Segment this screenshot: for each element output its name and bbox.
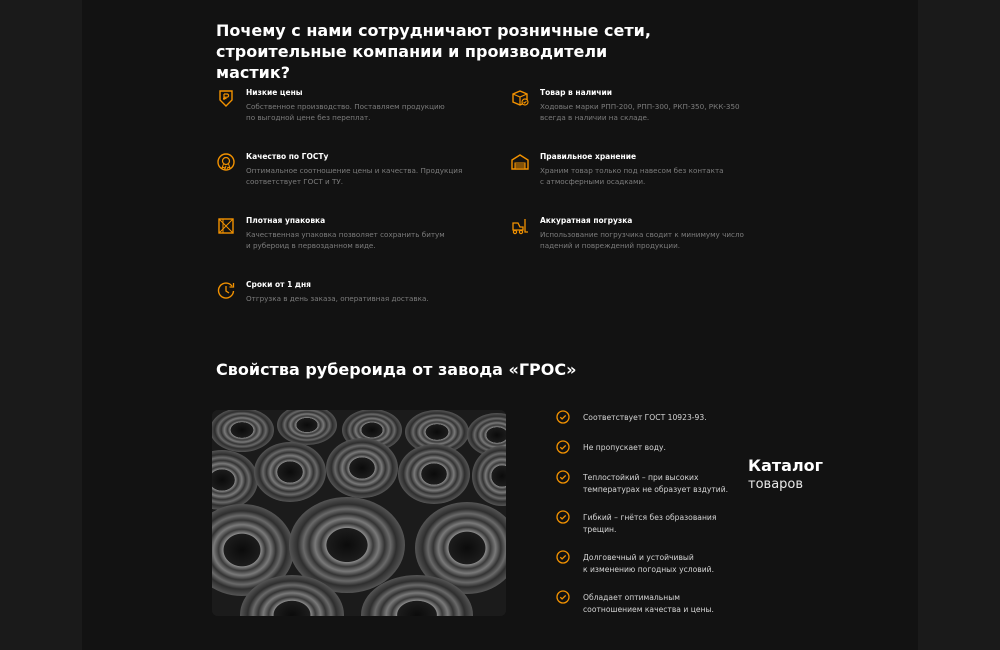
- property-text-line: трещин.: [583, 525, 617, 534]
- feature-desc-line: и рубероид в первозданном виде.: [246, 241, 376, 250]
- package-icon: [216, 216, 236, 236]
- feature-desc-line: соответствует ГОСТ и ТУ.: [246, 177, 344, 186]
- property-text-line: Не пропускает воду.: [583, 443, 666, 452]
- price-tag-icon: [216, 88, 236, 108]
- property-text: [583, 512, 743, 536]
- why-us-heading-line2: строительные компании и производители мастик?: [216, 42, 608, 82]
- feature-desc: [540, 101, 770, 123]
- feature-desc-line: по выгодной цене без переплат.: [246, 113, 371, 122]
- property-text: [583, 442, 743, 454]
- catalog-link[interactable]: [748, 456, 823, 493]
- property-text-line: Соответствует ГОСТ 10923-93.: [583, 413, 707, 422]
- feature-desc-line: Храним товар только под навесом без контакта: [540, 166, 724, 175]
- property-text: [583, 592, 743, 616]
- property-text: [583, 472, 743, 496]
- feature-desc: [540, 165, 770, 187]
- rolls-image: [212, 410, 506, 616]
- feature-desc: [540, 229, 770, 251]
- warehouse-icon: [510, 152, 530, 172]
- property-text: [583, 412, 743, 424]
- forklift-icon: [510, 216, 530, 236]
- property-text-line: Гибкий – гнётся без образования: [583, 513, 717, 522]
- why-us-heading: [216, 20, 676, 83]
- page-margin-right: [918, 0, 1000, 650]
- feature-desc-line: Качественная упаковка позволяет сохранить битум: [246, 230, 445, 239]
- feature-desc: [246, 293, 476, 304]
- feature-title: Товар в наличии: [540, 88, 613, 97]
- feature-desc: [246, 165, 476, 187]
- feature-desc-line: падений и повреждений продукции.: [540, 241, 681, 250]
- feature-desc-line: с атмосферными осадками.: [540, 177, 646, 186]
- feature-title: Низкие цены: [246, 88, 303, 97]
- feature-desc: [246, 101, 476, 123]
- check-circle-icon: [556, 470, 570, 484]
- catalog-link-subtitle: товаров: [748, 477, 804, 492]
- property-text: [583, 552, 743, 576]
- feature-desc-line: Отгрузка в день заказа, оперативная доставка.: [246, 294, 429, 303]
- feature-title: Плотная упаковка: [246, 216, 326, 225]
- page-margin-left: [0, 0, 82, 650]
- feature-desc: [246, 229, 476, 251]
- quality-badge-icon: [216, 152, 236, 172]
- property-text-line: соотношением качества и цены.: [583, 605, 714, 614]
- check-circle-icon: [556, 440, 570, 454]
- property-text-line: Теплостойкий – при высоких: [583, 473, 699, 482]
- feature-desc-line: Ходовые марки РПП-200, РПП-300, РКП-350, РКК-350: [540, 102, 740, 111]
- feature-title: Сроки от 1 дня: [246, 280, 311, 289]
- why-us-heading-line1: Почему с нами сотрудничают розничные сети,: [216, 21, 651, 40]
- catalog-link-title: Каталог: [748, 456, 824, 475]
- clock-icon: [216, 280, 236, 300]
- properties-heading: Свойства рубероида от завода «ГРОС»: [216, 360, 577, 379]
- box-stock-icon: [510, 88, 530, 108]
- ruberoid-rolls-photo: [212, 410, 506, 616]
- feature-title: Аккуратная погрузка: [540, 216, 633, 225]
- feature-title: Правильное хранение: [540, 152, 637, 161]
- feature-desc-line: Использование погрузчика сводит к минимуму число: [540, 230, 744, 239]
- feature-desc-line: Собственное производство. Поставляем продукцию: [246, 102, 445, 111]
- property-text-line: Обладает оптимальным: [583, 593, 680, 602]
- property-text-line: к изменению погодных условий.: [583, 565, 715, 574]
- check-circle-icon: [556, 410, 570, 424]
- check-circle-icon: [556, 550, 570, 564]
- property-text-line: температурах не образует вздутий.: [583, 485, 729, 494]
- feature-desc-line: Оптимальное соотношение цены и качества. Продукция: [246, 166, 463, 175]
- feature-title: Качество по ГОСТу: [246, 152, 329, 161]
- check-circle-icon: [556, 590, 570, 604]
- feature-desc-line: всегда в наличии на складе.: [540, 113, 650, 122]
- check-circle-icon: [556, 510, 570, 524]
- property-text-line: Долговечный и устойчивый: [583, 553, 694, 562]
